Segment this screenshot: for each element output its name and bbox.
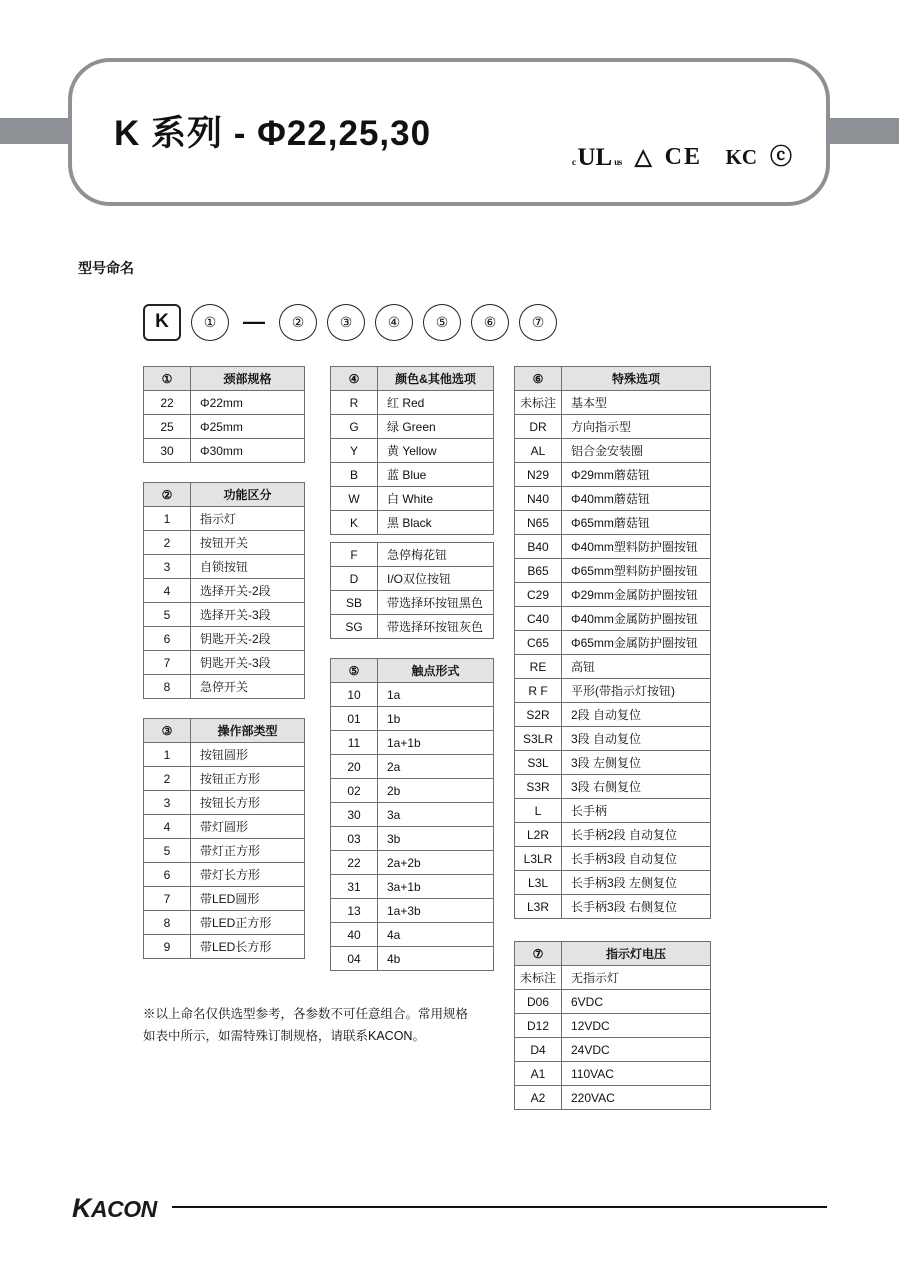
table-row <box>331 367 494 391</box>
table-header-desc: 颈部规格 <box>191 367 305 391</box>
table-row <box>515 679 711 703</box>
cell-code: 7 <box>144 887 191 911</box>
table-row <box>331 899 494 923</box>
cell-desc: 带灯圆形 <box>191 815 305 839</box>
cell-code: 6 <box>144 863 191 887</box>
cell-desc: 长手柄3段 自动复位 <box>562 847 711 871</box>
cell-desc: 钥匙开关-3段 <box>191 651 305 675</box>
cell-code: L3R <box>515 895 562 919</box>
table-row <box>144 627 305 651</box>
table-header-code: ⑦ <box>515 942 562 966</box>
table-row <box>515 463 711 487</box>
table-row <box>515 1086 711 1110</box>
table-row <box>144 651 305 675</box>
cell-code: D <box>331 567 378 591</box>
cell-code: 02 <box>331 779 378 803</box>
cell-code: B <box>331 463 378 487</box>
cell-desc: 红 Red <box>378 391 494 415</box>
table-row <box>144 839 305 863</box>
cell-code: 8 <box>144 911 191 935</box>
cell-desc: Φ22mm <box>191 391 305 415</box>
cell-code: L3L <box>515 871 562 895</box>
cell-desc: 12VDC <box>562 1014 711 1038</box>
table-row <box>515 535 711 559</box>
table-operator-type <box>143 718 305 959</box>
table-color-extra-options <box>330 542 494 639</box>
brand-logo-rest: ACON <box>91 1196 157 1222</box>
table-row <box>144 815 305 839</box>
table-function-type <box>143 482 305 699</box>
cell-desc: Φ65mm金属防护圈按钮 <box>562 631 711 655</box>
table-row <box>515 559 711 583</box>
table-row <box>331 391 494 415</box>
table-row <box>331 827 494 851</box>
table-row <box>144 391 305 415</box>
cell-desc: 4a <box>378 923 494 947</box>
cell-desc: 2a <box>378 755 494 779</box>
cell-code: 1 <box>144 507 191 531</box>
table-row <box>144 911 305 935</box>
brand-logo-k: K <box>72 1193 91 1223</box>
cell-code: 22 <box>331 851 378 875</box>
header-box <box>68 58 830 206</box>
cell-code: R F <box>515 679 562 703</box>
cell-desc: 按钮长方形 <box>191 791 305 815</box>
table-header-code: ① <box>144 367 191 391</box>
table-row <box>515 631 711 655</box>
table-row <box>144 507 305 531</box>
table-row <box>331 615 494 639</box>
cell-desc: 3段 左侧复位 <box>562 751 711 775</box>
cell-code: N65 <box>515 511 562 535</box>
table-row <box>331 923 494 947</box>
table-row <box>331 683 494 707</box>
footnote <box>143 1003 468 1047</box>
cell-desc: 1b <box>378 707 494 731</box>
cell-desc: 220VAC <box>562 1086 711 1110</box>
cell-code: 2 <box>144 531 191 555</box>
cell-desc: 4b <box>378 947 494 971</box>
table-row <box>144 675 305 699</box>
cell-code: 6 <box>144 627 191 651</box>
ccc-mark-icon: ⓒ <box>769 144 792 169</box>
cell-code: 22 <box>144 391 191 415</box>
table-row <box>515 751 711 775</box>
ce-mark-icon: CE <box>664 144 702 170</box>
cell-code: RE <box>515 655 562 679</box>
cell-desc: 按钮开关 <box>191 531 305 555</box>
cell-code: S3LR <box>515 727 562 751</box>
chip-6: ⑥ <box>471 304 509 341</box>
cell-code: A1 <box>515 1062 562 1086</box>
table-row <box>331 463 494 487</box>
cell-code: C65 <box>515 631 562 655</box>
cell-desc: 长手柄2段 自动复位 <box>562 823 711 847</box>
table-row <box>331 591 494 615</box>
table-row <box>515 727 711 751</box>
cell-code: C29 <box>515 583 562 607</box>
cell-desc: 钥匙开关-2段 <box>191 627 305 651</box>
chip-7: ⑦ <box>519 304 557 341</box>
cell-code: L3LR <box>515 847 562 871</box>
table-row <box>331 755 494 779</box>
table-row <box>144 603 305 627</box>
cell-code: 13 <box>331 899 378 923</box>
table-row <box>515 607 711 631</box>
table-row <box>515 367 711 391</box>
cell-code: L2R <box>515 823 562 847</box>
cell-code: L <box>515 799 562 823</box>
cell-desc: 长手柄3段 左侧复位 <box>562 871 711 895</box>
cell-code: SG <box>331 615 378 639</box>
cell-code: A2 <box>515 1086 562 1110</box>
table-row <box>331 779 494 803</box>
cell-code: 40 <box>331 923 378 947</box>
cell-code: 30 <box>331 803 378 827</box>
cell-code: F <box>331 543 378 567</box>
table-row <box>515 823 711 847</box>
table-row <box>515 391 711 415</box>
cell-code: N29 <box>515 463 562 487</box>
cell-desc: 1a <box>378 683 494 707</box>
cell-desc: 方向指示型 <box>562 415 711 439</box>
cell-desc: 选择开关-3段 <box>191 603 305 627</box>
cell-desc: 平形(带指示灯按钮) <box>562 679 711 703</box>
cell-desc: 带灯正方形 <box>191 839 305 863</box>
cell-code: 20 <box>331 755 378 779</box>
cell-code: 7 <box>144 651 191 675</box>
table-row <box>144 415 305 439</box>
cell-desc: 带LED长方形 <box>191 935 305 959</box>
table-contact-form <box>330 658 494 971</box>
cell-desc: 无指示灯 <box>562 966 711 990</box>
cell-desc: Φ29mm蘑菇钮 <box>562 463 711 487</box>
cell-code: 25 <box>144 415 191 439</box>
cell-desc: 1a+3b <box>378 899 494 923</box>
footer-divider <box>172 1206 827 1208</box>
cell-desc: 按钮正方形 <box>191 767 305 791</box>
table-row <box>144 483 305 507</box>
cell-code: 4 <box>144 579 191 603</box>
table-header-desc: 特殊选项 <box>562 367 711 391</box>
table-row <box>515 415 711 439</box>
cell-code: 30 <box>144 439 191 463</box>
table-header-desc: 触点形式 <box>378 659 494 683</box>
footnote-line-2: 如表中所示，如需特殊订制规格，请联系KACON。 <box>143 1029 425 1043</box>
table-row <box>331 415 494 439</box>
cell-code: G <box>331 415 378 439</box>
cell-desc: 指示灯 <box>191 507 305 531</box>
cell-desc: 白 White <box>378 487 494 511</box>
cell-desc: 铝合金安装圈 <box>562 439 711 463</box>
chip-3: ③ <box>327 304 365 341</box>
cell-desc: I/O双位按钮 <box>378 567 494 591</box>
cell-desc: 6VDC <box>562 990 711 1014</box>
cell-desc: 绿 Green <box>378 415 494 439</box>
table-row <box>515 966 711 990</box>
cell-code: S2R <box>515 703 562 727</box>
cell-desc: 110VAC <box>562 1062 711 1086</box>
cell-desc: 带灯长方形 <box>191 863 305 887</box>
table-neck-spec <box>143 366 305 463</box>
cell-code: 8 <box>144 675 191 699</box>
table-row <box>331 439 494 463</box>
table-row <box>144 887 305 911</box>
cell-code: 10 <box>331 683 378 707</box>
table-row <box>331 567 494 591</box>
cell-code: 4 <box>144 815 191 839</box>
cell-desc: Φ40mm塑料防护圈按钮 <box>562 535 711 559</box>
cell-code: 3 <box>144 791 191 815</box>
cell-desc: 3段 自动复位 <box>562 727 711 751</box>
cell-code: 2 <box>144 767 191 791</box>
table-color-options <box>330 366 494 535</box>
table-row <box>331 543 494 567</box>
cell-code: C40 <box>515 607 562 631</box>
cell-code: R <box>331 391 378 415</box>
cell-code: 9 <box>144 935 191 959</box>
cell-desc: 带选择环按钮灰色 <box>378 615 494 639</box>
cell-code: 3 <box>144 555 191 579</box>
chip-5: ⑤ <box>423 304 461 341</box>
cell-code: 5 <box>144 603 191 627</box>
cell-desc: 黄 Yellow <box>378 439 494 463</box>
cell-desc: Φ40mm金属防护圈按钮 <box>562 607 711 631</box>
cell-desc: 黑 Black <box>378 511 494 535</box>
cell-code: S3R <box>515 775 562 799</box>
table-row <box>515 871 711 895</box>
cell-desc: Φ30mm <box>191 439 305 463</box>
cell-desc: 1a+1b <box>378 731 494 755</box>
chip-k: K <box>143 304 181 341</box>
cell-desc: Φ25mm <box>191 415 305 439</box>
table-row <box>331 487 494 511</box>
cell-code: 未标注 <box>515 391 562 415</box>
cell-desc: 3a+1b <box>378 875 494 899</box>
cell-desc: 选择开关-2段 <box>191 579 305 603</box>
chip-2: ② <box>279 304 317 341</box>
ul-mark-icon: c UL us <box>571 143 622 171</box>
table-row <box>331 851 494 875</box>
cell-desc: 带选择环按钮黑色 <box>378 591 494 615</box>
cell-desc: 长手柄3段 右侧复位 <box>562 895 711 919</box>
table-header-desc: 颜色&其他选项 <box>378 367 494 391</box>
table-header-code: ③ <box>144 719 191 743</box>
cell-code: 04 <box>331 947 378 971</box>
cell-code: W <box>331 487 378 511</box>
cell-code: Y <box>331 439 378 463</box>
chip-4: ④ <box>375 304 413 341</box>
table-row <box>331 731 494 755</box>
table-header-desc: 功能区分 <box>191 483 305 507</box>
table-row <box>515 487 711 511</box>
table-header-code: ④ <box>331 367 378 391</box>
table-row <box>331 875 494 899</box>
kc-mark-icon: KC <box>714 144 757 169</box>
chip-1: ① <box>191 304 229 341</box>
table-row <box>144 367 305 391</box>
cell-desc: 高钮 <box>562 655 711 679</box>
table-special-options <box>514 366 711 919</box>
cell-desc: Φ40mm蘑菇钮 <box>562 487 711 511</box>
chip-dash: — <box>243 309 265 334</box>
cell-desc: 按钮圆形 <box>191 743 305 767</box>
cell-desc: Φ65mm蘑菇钮 <box>562 511 711 535</box>
cell-code: B65 <box>515 559 562 583</box>
cell-code: D12 <box>515 1014 562 1038</box>
warning-triangle-icon: △ <box>634 144 652 169</box>
cell-desc: 带LED圆形 <box>191 887 305 911</box>
table-row <box>515 703 711 727</box>
cell-code: 11 <box>331 731 378 755</box>
cell-desc: Φ29mm金属防护圈按钮 <box>562 583 711 607</box>
table-row <box>515 775 711 799</box>
cell-desc: 24VDC <box>562 1038 711 1062</box>
table-row <box>331 947 494 971</box>
table-row <box>144 531 305 555</box>
table-row <box>515 895 711 919</box>
footnote-line-1: ※以上命名仅供选型参考，各参数不可任意组合。常用规格 <box>143 1007 469 1021</box>
table-row <box>331 803 494 827</box>
cell-code: K <box>331 511 378 535</box>
cell-desc: 2a+2b <box>378 851 494 875</box>
cell-desc: 急停开关 <box>191 675 305 699</box>
table-row <box>144 791 305 815</box>
table-row <box>144 555 305 579</box>
cell-code: 31 <box>331 875 378 899</box>
cell-code: S3L <box>515 751 562 775</box>
cell-desc: 3b <box>378 827 494 851</box>
table-row <box>331 659 494 683</box>
cell-code: SB <box>331 591 378 615</box>
table-row <box>144 767 305 791</box>
cell-code: 未标注 <box>515 966 562 990</box>
table-row <box>515 511 711 535</box>
table-row <box>515 942 711 966</box>
section-title: 型号命名 <box>78 260 134 276</box>
table-row <box>144 863 305 887</box>
page-header <box>0 58 899 214</box>
table-row <box>515 1014 711 1038</box>
table-row <box>515 990 711 1014</box>
cell-desc: 急停梅花钮 <box>378 543 494 567</box>
cell-code: AL <box>515 439 562 463</box>
cell-desc: 基本型 <box>562 391 711 415</box>
cell-code: 1 <box>144 743 191 767</box>
cell-desc: 蓝 Blue <box>378 463 494 487</box>
table-row <box>515 1062 711 1086</box>
brand-logo <box>72 1193 157 1224</box>
table-indicator-voltage <box>514 941 711 1110</box>
table-row <box>144 719 305 743</box>
cell-code: 01 <box>331 707 378 731</box>
model-code-chips <box>143 303 567 341</box>
table-header-desc: 指示灯电压 <box>562 942 711 966</box>
table-row <box>331 511 494 535</box>
table-row <box>144 439 305 463</box>
table-row <box>331 707 494 731</box>
cell-code: N40 <box>515 487 562 511</box>
table-header-desc: 操作部类型 <box>191 719 305 743</box>
table-row <box>515 1038 711 1062</box>
cell-desc: 2段 自动复位 <box>562 703 711 727</box>
page-title: K 系列 - Φ22,25,30 <box>114 114 432 153</box>
table-row <box>515 799 711 823</box>
cell-desc: 2b <box>378 779 494 803</box>
cell-desc: 3a <box>378 803 494 827</box>
cell-code: B40 <box>515 535 562 559</box>
table-row <box>515 847 711 871</box>
table-row <box>144 935 305 959</box>
cell-desc: 带LED正方形 <box>191 911 305 935</box>
cell-code: D4 <box>515 1038 562 1062</box>
table-row <box>144 579 305 603</box>
table-header-code: ⑥ <box>515 367 562 391</box>
cell-desc: 3段 右侧复位 <box>562 775 711 799</box>
cell-desc: 长手柄 <box>562 799 711 823</box>
table-row <box>144 743 305 767</box>
cell-code: DR <box>515 415 562 439</box>
table-header-code: ⑤ <box>331 659 378 683</box>
cell-code: 5 <box>144 839 191 863</box>
table-row <box>515 439 711 463</box>
certification-marks <box>572 140 792 174</box>
cell-code: D06 <box>515 990 562 1014</box>
cell-code: 03 <box>331 827 378 851</box>
table-header-code: ② <box>144 483 191 507</box>
table-row <box>515 655 711 679</box>
table-row <box>515 583 711 607</box>
cell-desc: 自锁按钮 <box>191 555 305 579</box>
cell-desc: Φ65mm塑料防护圈按钮 <box>562 559 711 583</box>
